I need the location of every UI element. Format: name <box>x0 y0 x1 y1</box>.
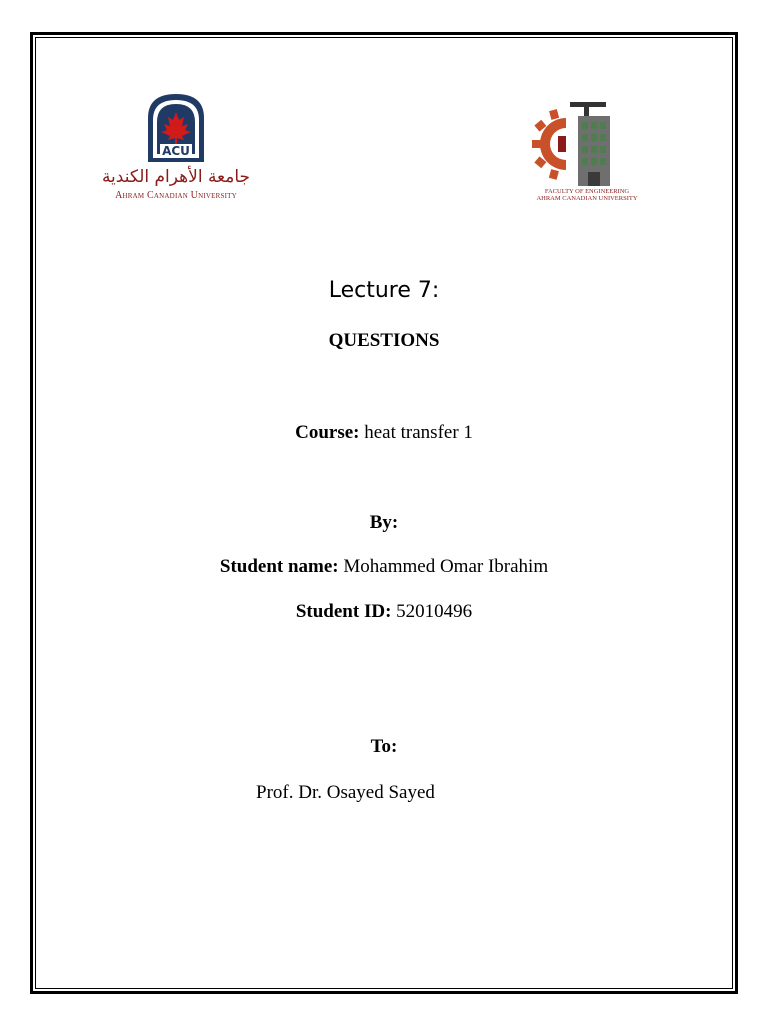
to-label: To: <box>370 736 398 757</box>
document-subtitle: QUESTIONS <box>328 330 440 351</box>
svg-text:AHRAM CANADIAN UNIVERSITY: AHRAM CANADIAN UNIVERSITY <box>536 195 638 202</box>
acu-emblem-icon <box>92 92 260 204</box>
svg-text:Ahram Canadian University: Ahram Canadian University <box>115 190 237 201</box>
course-line <box>0 422 768 444</box>
student-id-value: 52010496 <box>391 601 473 622</box>
lecture-title-text: Lecture 7: <box>328 278 440 303</box>
recipient-name: Prof. Dr. Osayed Sayed <box>256 782 435 803</box>
student-name-line <box>0 556 768 578</box>
svg-text:جامعة الأهرام الكندية: جامعة الأهرام الكندية <box>101 167 251 187</box>
course-label: Course: <box>295 422 360 443</box>
acu-logo <box>92 92 260 204</box>
student-name-value: Mohammed Omar Ibrahim <box>338 556 549 577</box>
lecture-title <box>0 278 768 303</box>
faculty-engineering-logo <box>522 96 652 204</box>
by-label: By: <box>369 512 399 533</box>
student-id-label: Student ID: <box>295 601 392 622</box>
student-name-label: Student name: <box>219 556 339 577</box>
svg-text:FACULTY OF ENGINEERING: FACULTY OF ENGINEERING <box>544 188 630 195</box>
gear-building-icon <box>522 96 652 204</box>
svg-text:ACU: ACU <box>162 144 190 158</box>
student-id-line <box>0 601 768 623</box>
course-value: heat transfer 1 <box>359 422 473 443</box>
